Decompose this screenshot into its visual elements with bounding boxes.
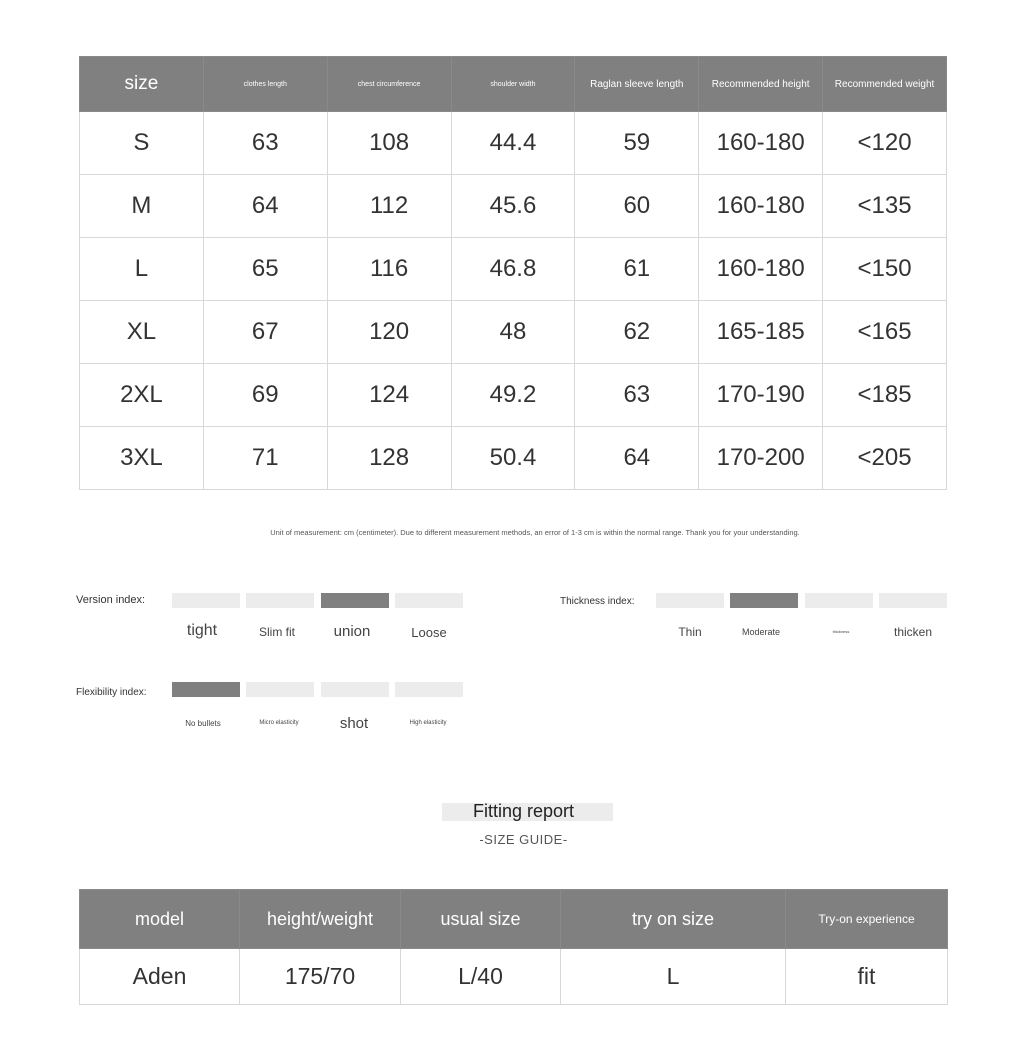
table-cell: 63 [203, 112, 327, 175]
thickness-index-label: Thickness index: [560, 596, 635, 607]
thickness-option-thicken: thicken [893, 625, 933, 639]
table-cell: S [80, 112, 204, 175]
table-cell: <135 [823, 175, 947, 238]
size-chart-table [79, 56, 947, 490]
header-chest-circumference: chest circumference [327, 57, 451, 112]
table-cell: 120 [327, 301, 451, 364]
table-cell: 63 [575, 364, 699, 427]
version-index-label: Version index: [76, 594, 146, 606]
fitting-report-subtitle: -SIZE GUIDE- [479, 832, 568, 847]
table-cell: 116 [327, 238, 451, 301]
table-cell: 65 [203, 238, 327, 301]
table-row [80, 364, 947, 427]
version-bar-loose [395, 593, 463, 608]
version-option-union: union [333, 623, 371, 640]
table-cell: 46.8 [451, 238, 575, 301]
table-cell: 160-180 [699, 175, 823, 238]
fitting-report-title: Fitting report [472, 801, 575, 821]
header-height-weight: height/weight [240, 890, 401, 949]
header-shoulder-width: shoulder width [451, 57, 575, 112]
table-cell: XL [80, 301, 204, 364]
table-cell: 3XL [80, 427, 204, 490]
table-cell: 59 [575, 112, 699, 175]
header-recommended-height: Recommended height [699, 57, 823, 112]
table-cell: fit [786, 949, 948, 1005]
header-usual-size: usual size [401, 890, 561, 949]
table-cell: 160-180 [699, 238, 823, 301]
version-option-slim-fit: Slim fit [259, 625, 295, 639]
version-bar-slim-fit [246, 593, 314, 608]
measurement-note: Unit of measurement: cm (centimeter). Due to different measurement methods, an error of 1-3 cm is within the normal range. Thank you for your understanding. [270, 528, 800, 537]
table-cell: 49.2 [451, 364, 575, 427]
table-cell: <185 [823, 364, 947, 427]
flexibility-bar-high-elasticity [395, 682, 463, 697]
thickness-bar-thicken [879, 593, 947, 608]
table-cell: 71 [203, 427, 327, 490]
table-cell: L/40 [401, 949, 561, 1005]
flexibility-bar-shot [321, 682, 389, 697]
version-option-loose: Loose [411, 625, 447, 640]
table-row [80, 949, 948, 1005]
size-chart-header-row [80, 57, 947, 112]
table-cell: 128 [327, 427, 451, 490]
header-recommended-weight: Recommended weight [823, 57, 947, 112]
table-row [80, 112, 947, 175]
table-cell: 67 [203, 301, 327, 364]
table-cell: 50.4 [451, 427, 575, 490]
table-cell: Aden [80, 949, 240, 1005]
table-cell: 64 [575, 427, 699, 490]
table-cell: 69 [203, 364, 327, 427]
table-cell: <120 [823, 112, 947, 175]
table-cell: 165-185 [699, 301, 823, 364]
thickness-bar-thickness [805, 593, 873, 608]
table-cell: 170-200 [699, 427, 823, 490]
table-cell: 124 [327, 364, 451, 427]
table-cell: <150 [823, 238, 947, 301]
table-cell: <165 [823, 301, 947, 364]
table-cell: L [561, 949, 786, 1005]
flexibility-option-high-elasticity: High elasticity [409, 720, 447, 726]
table-cell: 112 [327, 175, 451, 238]
table-cell: 45.6 [451, 175, 575, 238]
table-cell: 61 [575, 238, 699, 301]
header-sleeve-length: Raglan sleeve length [575, 57, 699, 112]
thickness-bar-moderate [730, 593, 798, 608]
header-try-on-experience: Try-on experience [786, 890, 948, 949]
flexibility-bar-no-bullets [172, 682, 240, 697]
table-cell: 2XL [80, 364, 204, 427]
flexibility-option-no-bullets: No bullets [185, 719, 221, 728]
model-fit-table [79, 889, 948, 1005]
table-row [80, 301, 947, 364]
table-cell: 62 [575, 301, 699, 364]
table-cell: 160-180 [699, 112, 823, 175]
header-model: model [80, 890, 240, 949]
flexibility-option-shot: shot [339, 715, 369, 732]
header-clothes-length: clothes length [203, 57, 327, 112]
thickness-option-thin: Thin [678, 625, 702, 639]
table-row [80, 238, 947, 301]
table-cell: 44.4 [451, 112, 575, 175]
model-table-header-row [80, 890, 948, 949]
table-cell: M [80, 175, 204, 238]
table-row [80, 175, 947, 238]
table-cell: 170-190 [699, 364, 823, 427]
table-cell: 60 [575, 175, 699, 238]
flexibility-option-micro-elasticity: Micro elasticity [259, 720, 299, 726]
table-cell: 64 [203, 175, 327, 238]
header-size: size [80, 57, 204, 112]
table-cell: 175/70 [240, 949, 401, 1005]
flexibility-index-label: Flexibility index: [76, 687, 147, 698]
table-cell: 108 [327, 112, 451, 175]
table-cell: 48 [451, 301, 575, 364]
table-cell: <205 [823, 427, 947, 490]
thickness-option-moderate: Moderate [741, 627, 781, 637]
thickness-option-thickness: thickness [832, 629, 850, 634]
version-option-tight: tight [186, 622, 218, 639]
flexibility-bar-micro-elasticity [246, 682, 314, 697]
table-row [80, 427, 947, 490]
version-bar-tight [172, 593, 240, 608]
thickness-bar-thin [656, 593, 724, 608]
version-bar-union [321, 593, 389, 608]
table-cell: L [80, 238, 204, 301]
header-try-on-size: try on size [561, 890, 786, 949]
